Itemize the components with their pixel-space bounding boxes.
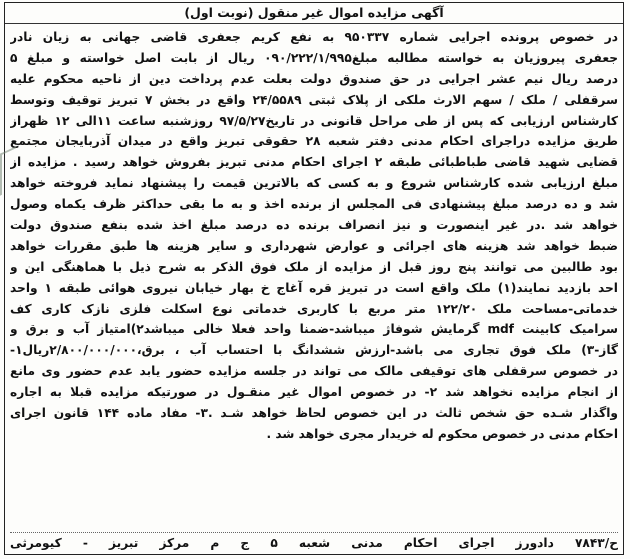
body-line: طریق مزایده دراجرای احکام مدنی دفتر شعبه ۲۸ حقوقی تبریز واقع در میدان آذربایجان مجتمع: [10, 134, 618, 149]
title-divider: [5, 23, 623, 24]
body-line: سرقفلی / ملک / سهم الارث ملکی از پلاک ثبتی ۲۴/۵۵۸۹ واقع در بخش ۷ تبریز توقیف وتوسط: [10, 92, 618, 107]
body-line-last: احکام مدنی در خصوص محکوم له خریدار مجری خواهد شد .: [266, 426, 618, 441]
body-line: بود طالبین می توانند پنج روز قبل از مزایده از ملک فوق الذکر به شرح ذیل با هماهنگی این و: [10, 259, 618, 274]
body-line: درصد ریال نیم عشر اجرایی در حق صندوق دولت بعلت عدم پرداخت دین از ناحیه محکوم علیه: [10, 71, 618, 86]
body-line: واگذار شـده حق شخص ثالث در این خصوص لحاظ خواهد شـد .۳- مفاد ماده ۱۴۴ قانون اجرای: [10, 406, 618, 421]
edge-mark: [0, 146, 16, 195]
body-line: در خصوص پرونده اجرایی شماره ۹۵۰۳۳۷ به نفع کریم جعفری قاضی جهانی به زیان نادر: [10, 30, 618, 44]
body-line: قضایی شهید قاضی طباطبائی طبقه ۲ اجرای احکام مدنی تبریز بفروش خواهد رسید . مزایده از: [10, 155, 618, 170]
body-line: کارشناس ارزیابی که پس از طی مراحل قانونی در تاریخ۹۷/۵/۲۷ روزشنبه ساعت ۱۱الی ۱۲ ظهراز: [10, 113, 618, 128]
body-line: مبلغ ارزیابی شده کارشناس شروع و به کسی که بالاترین قیمت را پیشنهاد نماید فروخته خواهد: [10, 176, 618, 191]
auction-notice: [4, 2, 624, 555]
body-line: احد بازدید نمایند(۱) ملک واقع است در تبریز قره آغاج خ بهار خیابان نیروی هوائی طبقه ۱ واحد: [10, 280, 618, 295]
body-line: خدماتی-مساحت ملک ۱۲۲/۲۰ متر مربع با کاربری خدماتی نوع اسکلت فلزی نازک کاری کف: [10, 301, 618, 316]
body-line: خواهد شد .در غیر اینصورت و نیز انصراف برنده ده درصد مبلغ اخذ شده بنفع صندوق دولت: [10, 218, 618, 233]
body-line: گاز-۳) ملک فوق تجاری می باشد-ارزش ششدانگ با احتساب آب ، برق،۲/۸۰۰/۰۰۰/۰۰۰ریال۱-: [10, 343, 618, 358]
body-line: جعفری پیروزیان به خواسته مطالبه مبلغ۰۹۰/۲۲۲/۱/۹۹۵ ریال از بابت اصل خواسته و مبلغ ۵: [10, 50, 618, 65]
body-line: شد و ده درصد مبلغ پیشنهادی فی المجلس از برنده اخذ و به ما بقی حداکثر ظرف یکماه وصول: [10, 197, 618, 212]
reference-signature: ح/۷۸۴۳ دادورز اجرای احکام مدنی شعبه ۵ ج م مرکز تبریز - کیومرثی: [10, 532, 618, 553]
notice-title: آگهی مزایده اموال غیر منقول (نوبت اول): [184, 5, 444, 20]
body-line: سرامیک کابینت mdf گرمایش شوفاژ میباشد-ضمنا واحد فعلا خالی میباشد۲)امتیاز آب و برق و: [10, 322, 618, 337]
body-line: از انجام مزایده نخواهد شد ۲- در خصوص اموال غیر منقـول در صورتیکه مزایده قبلا به اجاره: [10, 385, 618, 400]
notice-body: [10, 23, 618, 445]
body-line: در خصوص سرقفلی های توقیفی مالک می تواند در جلسه مزایده حضور یابد عدم حضور وی مانع: [10, 364, 618, 379]
body-line: ضبط خواهد شد هزینه های اجرائی و عوارض شهرداری و سایر هزینه ها طبق مقررات خواهد: [10, 238, 618, 253]
